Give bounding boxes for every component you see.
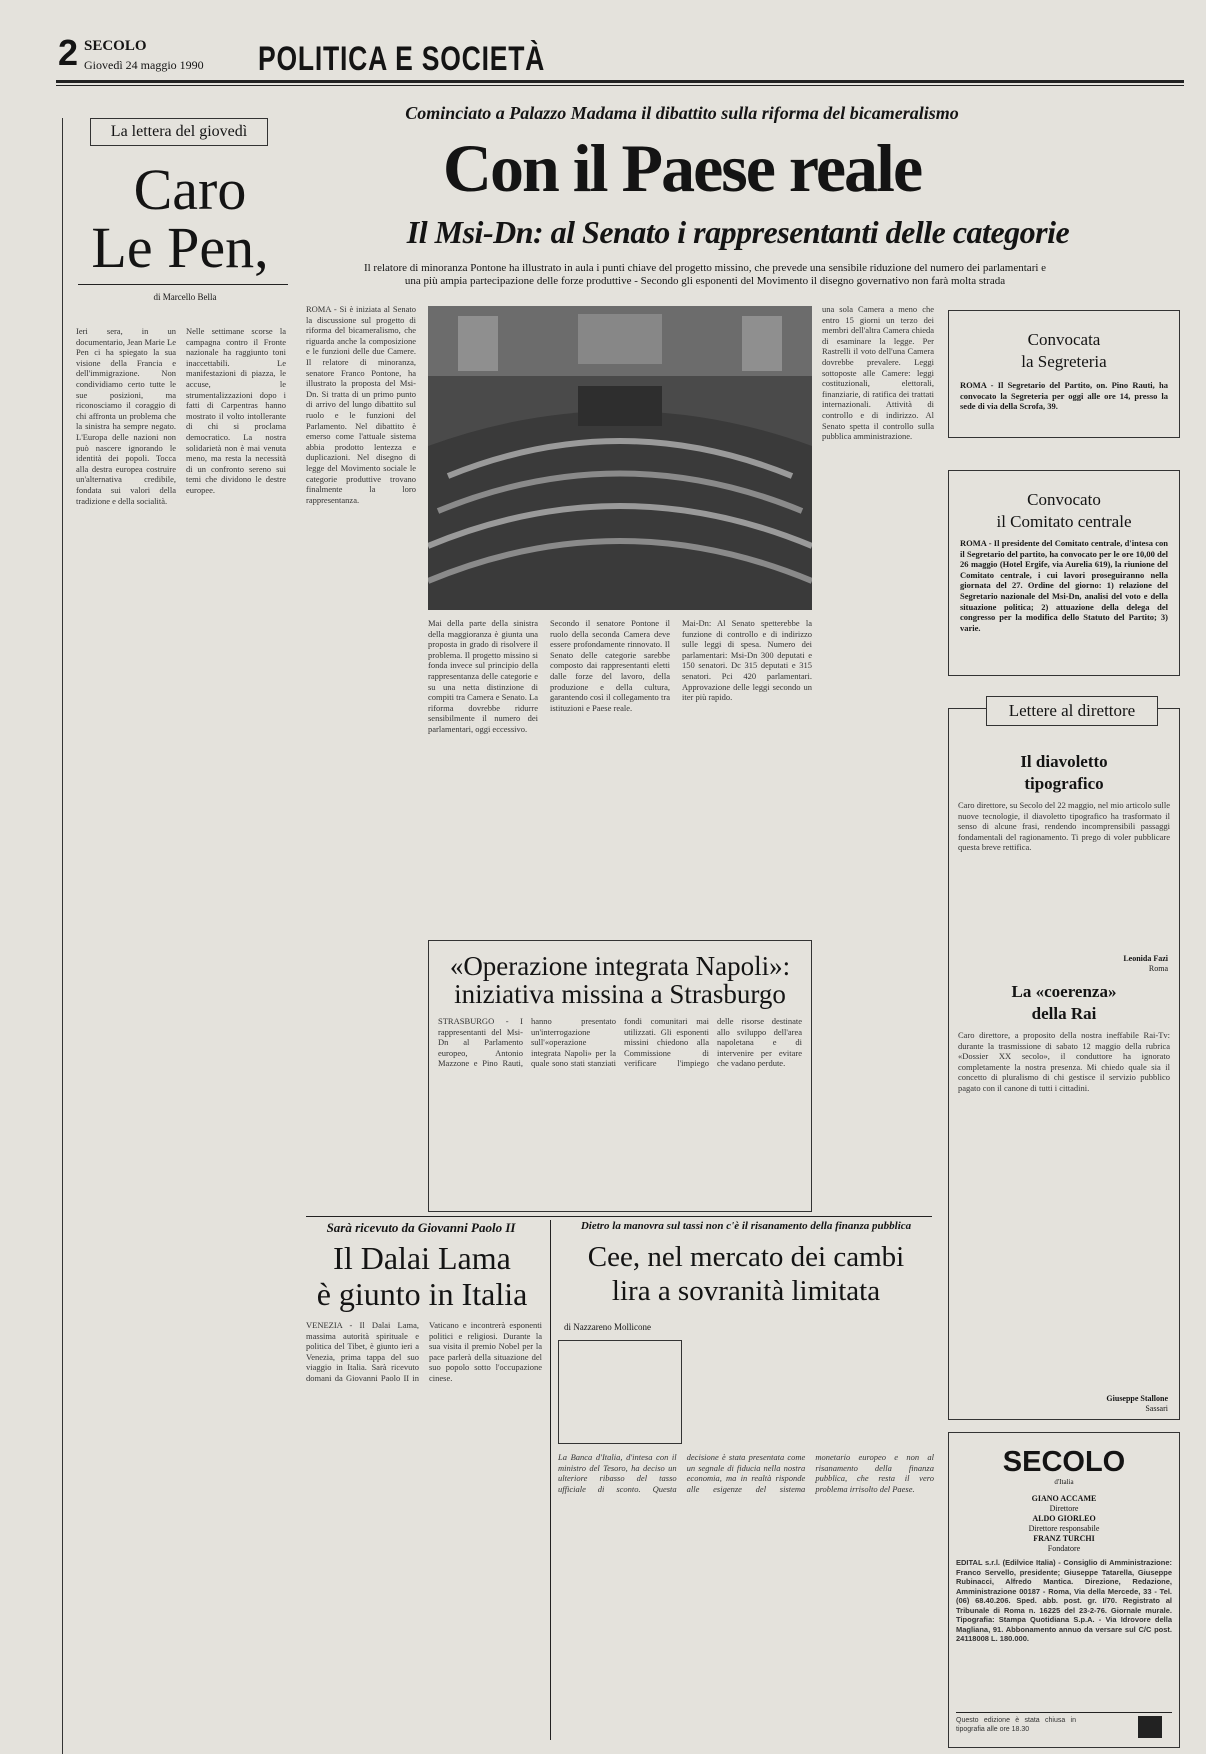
lettera-col-b: Nelle settimane scorse la campagna contro il Fronte nazionale ha raggiunto toni inaccettabili. Le manifestazioni di piazza, le accuse, le strumentalizzazioni dopo i fatti di Carpentras hanno mostrato il volto intollerante di chi si proclama democratico. La nostra solidarietà non è mai venuta meno, ma resta la necessità di un confronto sereno sui temi che dividono le destre europee. — [186, 326, 286, 495]
bottom-stories-rule — [306, 1216, 932, 1217]
colophon-director: GIANO ACCAME — [1031, 1494, 1097, 1503]
lettere-l2-title-1: La «coerenza» — [1011, 982, 1117, 1001]
cee-byline: di Nazzareno Mollicone — [564, 1322, 651, 1332]
colophon-footer-rule — [956, 1712, 1172, 1713]
segreteria-text: ROMA - Il Segretario del Partito, on. Pino Rauti, ha convocato la Segreteria per oggi alle ore 14, presso la sede di via della Scrofa, 39. — [960, 380, 1168, 412]
main-col-1: ROMA - Si è iniziata al Senato la discussione sul progetto di riforma del bicameralismo, che riguarda anche la composizione e le funzioni delle due Camere. Il relatore di minoranza, senatore Franco Pontone, ha illustrato la proposta del Msi-Dn. Si tratta di un primo punto di arrivo del lungo dibattito sul ruolo e le funzioni del Parlamento. Nel dibattito è emerso come l'attuale sistema abbia prodotto lentezza e duplicazioni. Nel disegno di legge del Movimento sociale le categorie produttive trovano finalmente la loro rappresentanza. — [306, 304, 416, 505]
colophon-founder-role: Fondatore — [1047, 1544, 1081, 1553]
dalai-title-2: è giunto in Italia — [316, 1276, 528, 1312]
lettere-l1-title-2: tipografico — [1024, 774, 1104, 793]
lettere-l2-city: Sassari — [1145, 1404, 1168, 1413]
comitato-title-2: il Comitato centrale — [996, 512, 1132, 531]
lettere-l2-text: Caro direttore, a proposito della nostra ineffabile Rai-Tv: durante la trasmissione di sabato 12 maggio della rubrica «Dossier XX secolo», il conduttore ha ignorato completamente la nostra presenza. Mi chiedo quale sia il concetto di pluralismo di chi gestisce il servizio pubblico pagato con il canone di tutti i cittadini. — [958, 1030, 1170, 1093]
comitato-title-1: Convocato — [1027, 490, 1101, 509]
colophon-director-role: Direttore — [1049, 1504, 1079, 1513]
cee-intro-box — [558, 1340, 682, 1444]
lettere-l1-text: Caro direttore, su Secolo del 22 maggio, nel mio articolo sulle nuove tecnologie, il diavoletto tipografico ha trasformato il senso di alcune frasi, rendendo incomprensibili passaggi fondamentali del ragionamento. Ti prego di voler pubblicare questa breve rettifica. — [958, 800, 1170, 853]
lettere-l1-title-1: Il diavoletto — [1020, 752, 1108, 771]
main-col-2: Mai della parte della sinistra della maggioranza è giunta una proposta in grado di risolvere il problema. Il progetto missino si fonda invece sul principio della rappresentanza delle categorie e su una netta distinzione di compiti tra Camera e Senato. La riforma dovrebbe ridurre sensibilmente il numero dei parlamentari, oggi eccessivo. — [428, 618, 538, 734]
masthead-rule — [56, 80, 1184, 83]
paper-name: SECOLO — [84, 38, 147, 54]
comitato-text: ROMA - Il presidente del Comitato centrale, d'intesa con il Segretario del partito, ha convocato per le ore 10,00 del 26 maggio (Hotel Ergife, via Aurelia 619), la riunione del Comitato centrale, i cui lavori proseguiranno nella giornata del 27. Ordine del giorno: 1) relazione del Segretario nazionale del Msi-Dn, analisi del voto e della situazione politica; 2) attuazione della delega del congresso per la modifica dello Statuto del Partito; 3) varie. — [960, 538, 1168, 633]
cee-kicker: Dietro la manovra sul tassi non c'è il risanamento della finanza pubblica — [580, 1220, 912, 1232]
union-logo-icon — [1138, 1716, 1162, 1738]
lettera-title-2: Le Pen, — [91, 215, 269, 280]
page-number: 2 — [58, 32, 79, 73]
napoli-title-1: «Operazione integrata Napoli»: — [449, 951, 791, 981]
lettere-l2-title-2: della Rai — [1031, 1004, 1097, 1023]
dalai-title-1: Il Dalai Lama — [333, 1240, 511, 1276]
main-headline: Con il Paese reale — [442, 130, 922, 206]
dalai-text: VENEZIA - Il Dalai Lama, massima autorità spirituale e politica del Tibet, è giunto ieri a Venezia, prima tappa del suo viaggio in Italia. Sarà ricevuto domani da Giovanni Paolo II in Vaticano e incontrerà esponenti politici e religiosi. Durante la sua visita il premio Nobel per la pace parlerà della situazione del suo popolo sotto l'occupazione cinese. — [306, 1320, 542, 1383]
lettera-byline: di Marcello Bella — [153, 292, 217, 302]
napoli-title-2: iniziativa missina a Strasburgo — [454, 979, 786, 1009]
dalai-kicker: Sarà ricevuto da Giovanni Paolo II — [326, 1220, 516, 1235]
main-deck: Il relatore di minoranza Pontone ha illustrato in aula i punti chiave del progetto missino, che prevede una sensibile riduzione del numero dei parlamentari e una più ampia partecipazione delle forze produttive - Secondo gli esponenti del Movimento il disegno governativo non farà molta strada — [363, 262, 1047, 287]
main-col-5: una sola Camera a meno che entro 15 giorni un terzo dei membri dell'altra Camera chieda di esaminare la legge. Per Rastrelli il voto dell'una Camera dovrebbe prevalere. Leggi sottoposte alle Camere: leggi costituzionali, elettorali, finanziarie, di ratifica dei trattati internazionali. Attività di controllo e di indirizzo. Al Senato spetta il controllo sulla pubblica amministrazione. — [822, 304, 934, 442]
cee-text: La Banca d'Italia, d'intesa con il ministro del Tesoro, ha deciso un ulteriore ribasso del tasso ufficiale di sconto. Questa decisione è stata presentata come un segnale di fiducia nella nostra economia, ma in realtà risponde alle esigenze del sistema monetario europeo e non al risanamento della finanza pubblica, che resta il vero problema irrisolto del Paese. — [558, 1452, 934, 1494]
colophon-resp: ALDO GIORLEO — [1032, 1514, 1096, 1523]
lettera-col-a: Ieri sera, in un documentario, Jean Marie Le Pen ci ha spiegato la sua visione della Francia e dell'immigrazione. Non condividiamo certo tutte le sue posizioni, ma riconosciamo il coraggio di chi affronta un problema che la sinistra ha sempre negato. L'Europa delle nazioni non può nascere ignorando le identità dei popoli. Tocca alla destra europea costruire un'alternativa credibile, fondata sui valori della tradizione e della socialità. — [76, 326, 176, 506]
colophon-resp-role: Direttore responsabile — [1028, 1524, 1100, 1533]
cee-title-1: Cee, nel mercato dei cambi — [587, 1241, 905, 1273]
senate-photo — [428, 306, 812, 610]
colophon-founder: FRANZ TURCHI — [1033, 1534, 1095, 1543]
dalai-divider — [550, 1220, 551, 1740]
lettera-title-1: Caro — [133, 157, 247, 222]
cee-title-2: lira a sovranità limitata — [611, 1275, 881, 1307]
segreteria-title-1: Convocata — [1027, 330, 1101, 349]
lettere-l2-sign: Giuseppe Stallone — [1106, 1394, 1168, 1403]
masthead-rule-thin — [56, 85, 1184, 86]
segreteria-title-2: la Segreteria — [1021, 352, 1107, 371]
napoli-text: STRASBURGO - I rappresentanti del Msi-Dn al Parlamento europeo, Antonio Mazzone e Pino Rauti, hanno presentato un'interrogazione sull'«operazione integrata Napoli» per la quale sono stati stanziati fondi comunitari mai utilizzati. Gli esponenti missini chiedono alla Commissione di verificare l'impiego delle risorse destinate allo sviluppo dell'area napoletana e di intervenire per evitare che vadano perdute. — [438, 1016, 802, 1069]
senate-chamber-image — [428, 306, 812, 610]
issue-date: Giovedì 24 maggio 1990 — [84, 58, 204, 72]
lettera-label: La lettera del giovedì — [90, 118, 268, 146]
lettera-rule — [78, 284, 288, 285]
colophon-footer: Questo edizione è stata chiusa in tipografia alle ore 18.30 — [956, 1717, 1076, 1733]
main-subhead: Il Msi-Dn: al Senato i rappresentanti delle categorie — [406, 214, 1070, 250]
lettere-l1-sign: Leonida Fazi — [1123, 954, 1168, 963]
lettere-label: Lettere al direttore — [986, 696, 1158, 726]
section-title: POLITICA E SOCIETÀ — [258, 40, 546, 78]
colophon-text: EDITAL s.r.l. (Edilvice Italia) - Consiglio di Amministrazione: Franco Servello, presidente; Giuseppe Tatarella, Giuseppe Rubinacci, Alfredo Mantica. Direzione, Redazione, Amministrazione 00187 - Roma, Via della Mercede, 33 - Tel. (06) 68.40.206. Sped. abb. post. gr. I/70. Registrato al Tribunale di Roma n. 16225 del 23-2-76. Giornale murale. Tipografia: Stampa Quotidiana S.p.A. - Via Idrovore della Magliana, 91. Abbonamento annuo da versare sul C/C post. 24118008 L. 180.000. — [956, 1558, 1172, 1643]
colophon-title: SECOLO — [1002, 1446, 1126, 1478]
colophon-subtitle: d'Italia — [1054, 1478, 1074, 1486]
lettere-l1-city: Roma — [1148, 964, 1168, 973]
main-kicker: Cominciato a Palazzo Madama il dibattito sulla riforma del bicameralismo — [405, 103, 959, 123]
main-col-4: Mai-Dn: Al Senato spetterebbe la funzione di controllo e di indirizzo sulle leggi di spesa. Numero dei parlamentari: Msi-Dn 300 deputati e 150 senatori. Dc 315 deputati e 315 senatori. Pci 420 parlamentari. Approvazione delle leggi secondo un iter più rapido. — [682, 618, 812, 703]
main-col-3: Secondo il senatore Pontone il ruolo della seconda Camera deve essere profondamente rinnovato. Il Senato delle categorie sarebbe composto dai rappresentanti eletti dalle forze del lavoro, della produzione e della cultura, garantendo così il collegamento tra istituzioni e Paese reale. — [550, 618, 670, 713]
